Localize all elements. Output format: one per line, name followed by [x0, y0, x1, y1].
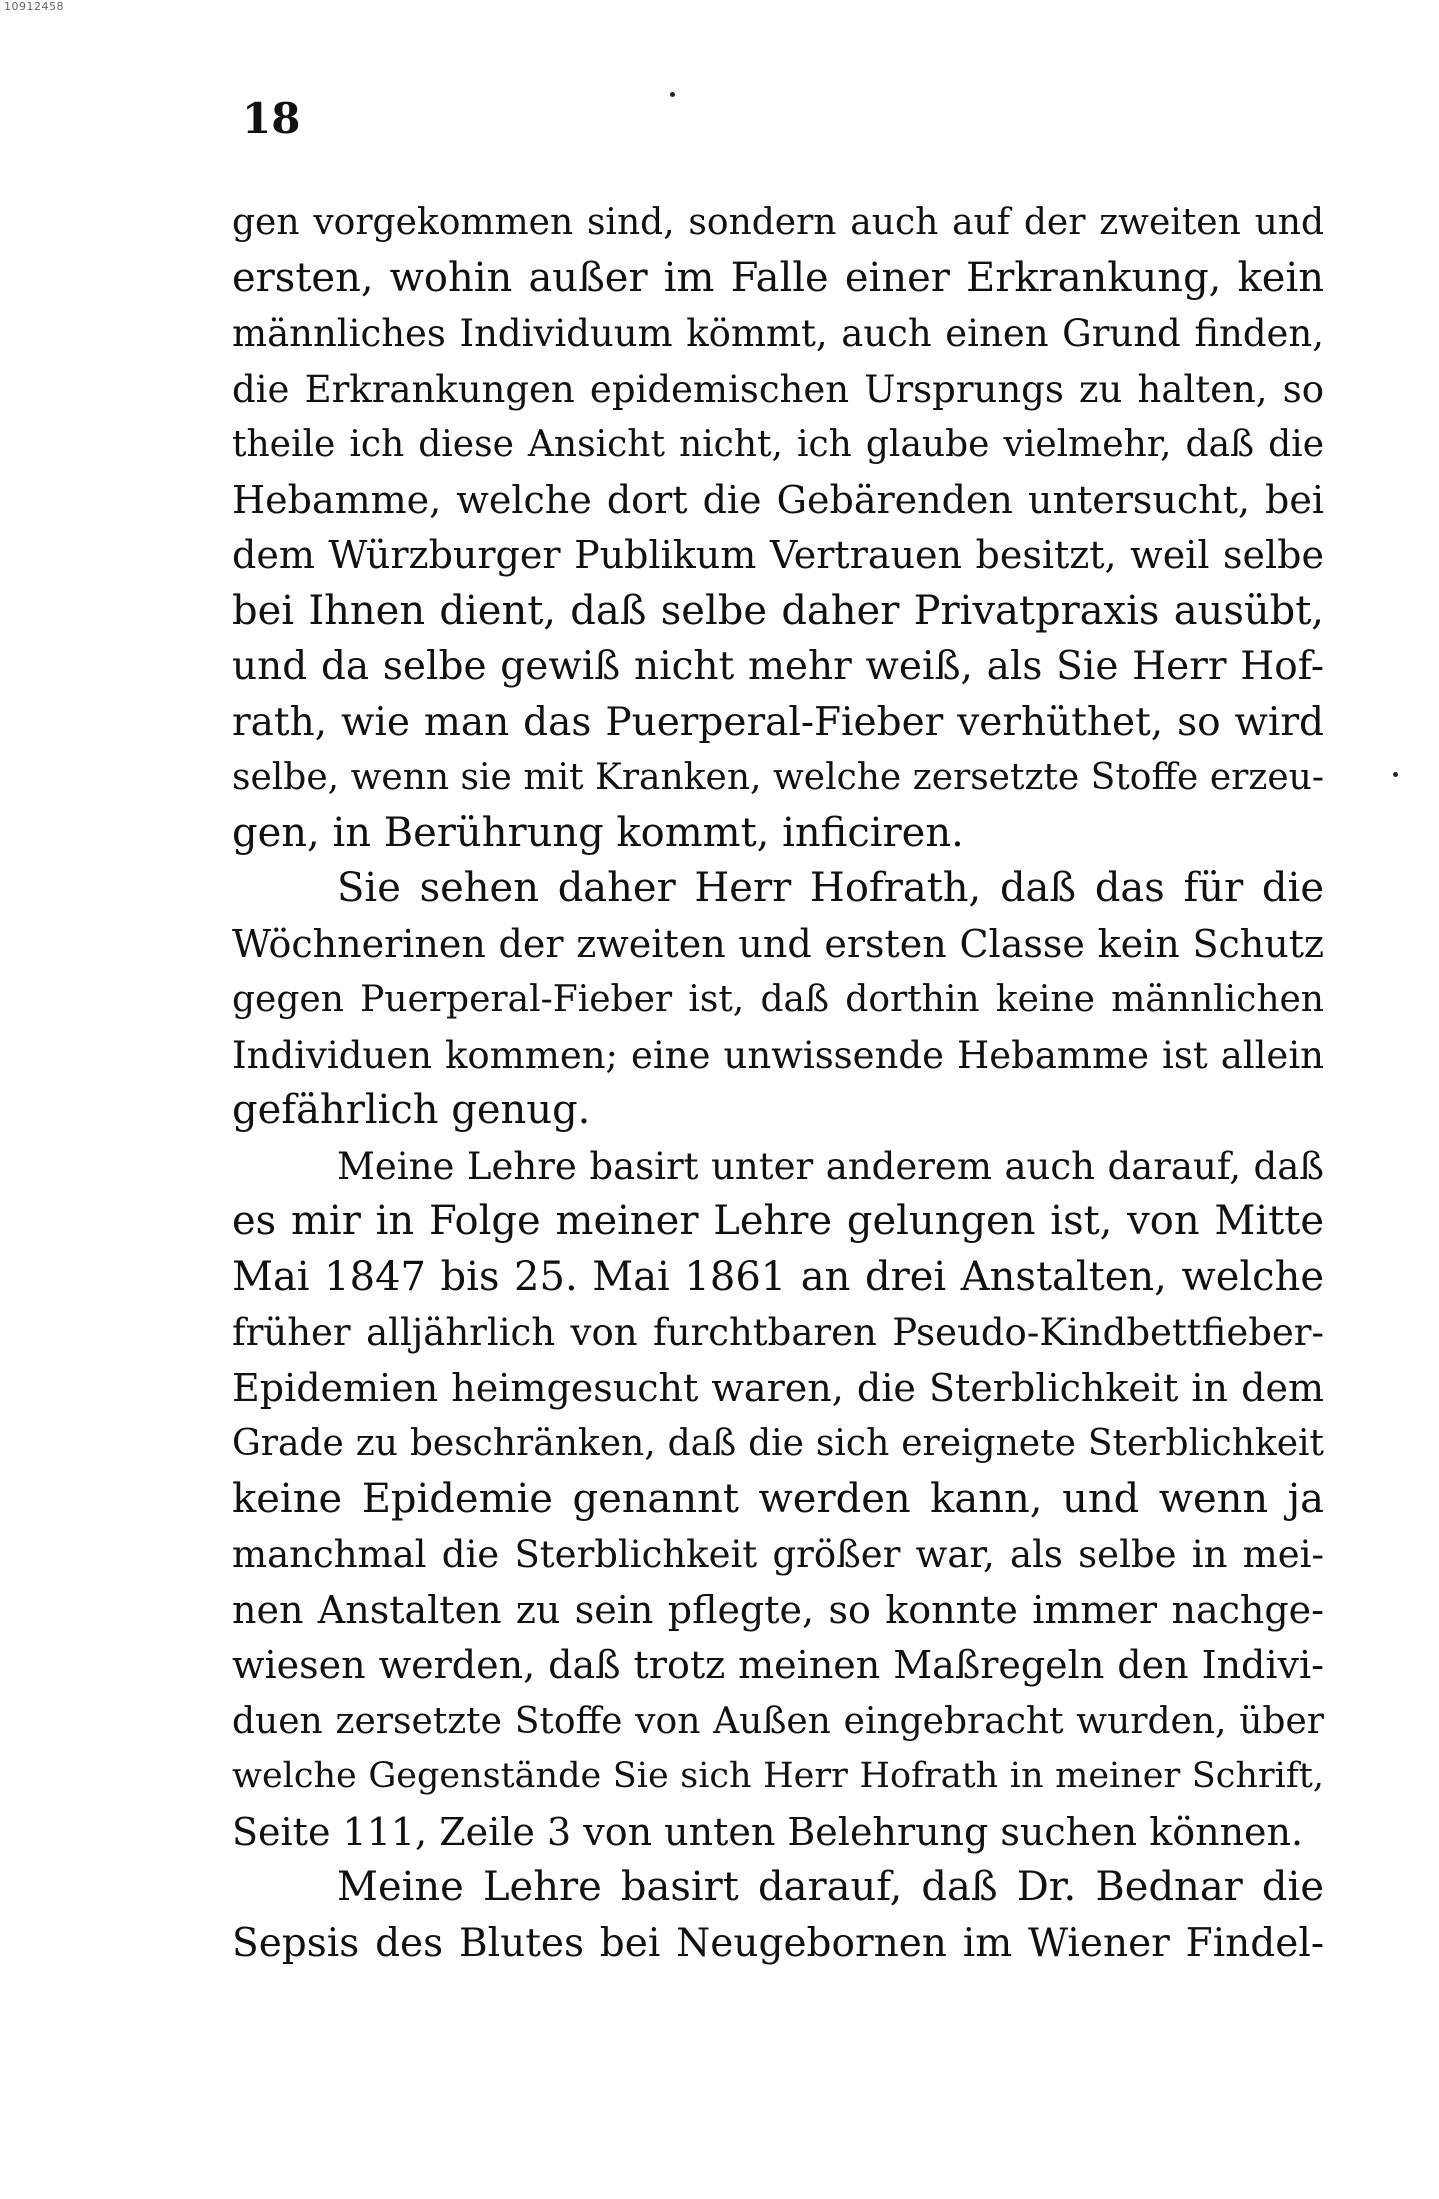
text-line: duen zersetzte Stoffe von Außen eingebracht wurden, über — [232, 1700, 1324, 1742]
text-line: Epidemien heimgesucht waren, die Sterblichkeit in dem — [232, 1365, 1324, 1410]
text-line: früher alljährlich von furchtbaren Pseudo-Kindbettfieber- — [232, 1311, 1324, 1354]
text-line: gen vorgekommen sind, sondern auch auf der zweiten und — [232, 202, 1324, 243]
text-line: keine Epidemie genannt werden kann, und wenn ja — [232, 1475, 1324, 1522]
text-line: Sepsis des Blutes bei Neugebornen im Wiener Findel- — [232, 1920, 1324, 1966]
text-line: Seite 111, Zeile 3 von unten Belehrung suchen können. — [232, 1809, 1304, 1854]
body-text — [232, 195, 1324, 1971]
text-line: bei Ihnen dient, daß selbe daher Privatpraxis ausübt, — [232, 587, 1324, 634]
text-line: wiesen werden, daß trotz meinen Maßregeln den Indivi- — [232, 1643, 1324, 1687]
text-line: nen Anstalten zu sein pflegte, so konnte immer nachge- — [232, 1587, 1324, 1632]
text-line: Wöchnerinen der zweiten und ersten Classe kein Schutz — [232, 921, 1324, 966]
text-line: welche Gegenstände Sie sich Herr Hofrath in meiner Schrift, — [232, 1756, 1324, 1796]
text-line: selbe, wenn sie mit Kranken, welche zersetzte Stoffe erzeu- — [232, 757, 1324, 798]
print-speck — [670, 92, 675, 97]
text-line: gegen Puerperal-Fieber ist, daß dorthin keine männlichen — [232, 979, 1324, 1020]
scan-id-label: 10912458 — [4, 0, 64, 13]
text-line: Meine Lehre basirt unter anderem auch darauf, daß — [337, 1144, 1324, 1188]
text-line: es mir in Folge meiner Lehre gelungen ist, von Mitte — [232, 1198, 1324, 1244]
text-line: manchmal die Sterblichkeit größer war, als selbe in mei- — [232, 1533, 1324, 1576]
text-line: Meine Lehre basirt darauf, daß Dr. Bednar die — [337, 1864, 1324, 1910]
text-line: Mai 1847 bis 25. Mai 1861 an drei Anstalten, welche — [232, 1253, 1324, 1300]
text-line: ersten, wohin außer im Falle einer Erkrankung, kein — [232, 254, 1324, 301]
text-line: und da selbe gewiß nicht mehr weiß, als Sie Herr Hof- — [232, 644, 1324, 689]
text-line: Grade zu beschränken, daß die sich ereignete Sterblichkeit — [232, 1423, 1324, 1464]
text-line: dem Würzburger Publikum Vertrauen besitzt, weil selbe — [232, 533, 1324, 577]
text-line: gefährlich genug. — [232, 1087, 591, 1133]
text-line: Individuen kommen; eine unwissende Hebamme ist allein — [232, 1033, 1324, 1077]
text-line: gen, in Berührung kommt, inficiren. — [232, 809, 964, 856]
text-line: Sie sehen daher Herr Hofrath, daß das für die — [337, 865, 1324, 911]
text-line: die Erkrankungen epidemischen Ursprungs zu halten, so — [232, 367, 1324, 411]
page-number: 18 — [242, 94, 301, 143]
text-line: theile ich diese Ansicht nicht, ich glaube vielmehr, daß die — [232, 424, 1324, 465]
text-line: rath, wie man das Puerperal-Fieber verhüthet, so wird — [232, 699, 1324, 745]
text-line: Hebamme, welche dort die Gebärenden untersucht, bei — [232, 477, 1324, 522]
text-line: männliches Individuum kömmt, auch einen Grund finden, — [232, 312, 1324, 355]
print-speck — [1393, 772, 1398, 777]
